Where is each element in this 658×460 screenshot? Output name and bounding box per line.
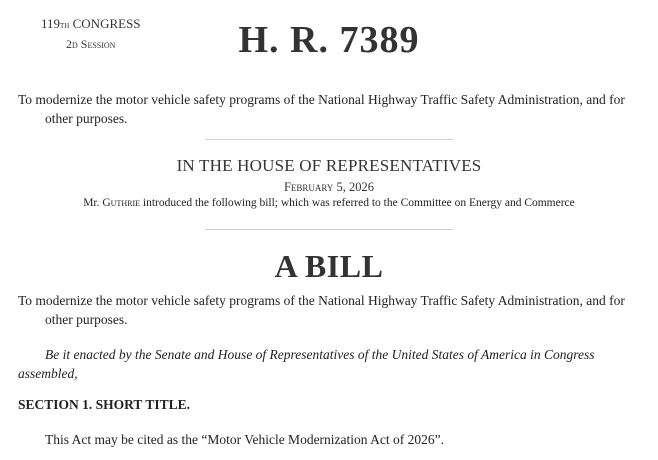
purpose-line-2: other purposes. [45, 312, 128, 327]
section-heading: SECTION 1. SHORT TITLE. [18, 397, 190, 412]
purpose-line-1: To modernize the motor vehicle safety programs of the National Highway Traffic Safety Administration, and for [18, 293, 625, 308]
section-text: This Act may be cited as the “Motor Vehicle Modernization Act of 2026”. [45, 432, 445, 447]
purpose-statement-top [18, 90, 638, 128]
introduction-date: February 5, 2026 [283, 180, 375, 194]
introduction-text [0, 197, 658, 209]
bill-number: H. R. 7389 [238, 19, 420, 61]
bill-heading: A BILL [274, 248, 384, 284]
divider [205, 229, 453, 230]
intro-prefix: Mr. [83, 197, 103, 209]
purpose-line-1: To modernize the motor vehicle safety programs of the National Highway Traffic Safety Administration, and for [18, 92, 625, 107]
congress-label: CONGRESS [72, 16, 141, 31]
purpose-line-2: other purposes. [45, 111, 128, 126]
sponsor-name: Guthrie [102, 197, 141, 209]
purpose-statement [18, 291, 638, 329]
intro-rest: introduced the following bill; which was referred to the Committee on Energy and Commerce [140, 197, 575, 209]
congress-ordinal-suffix: th [60, 20, 70, 31]
session-label: 2d Session [66, 37, 116, 51]
enact-line-1: Be it enacted by the Senate and House of Representatives of the United States of America in Congress [45, 347, 595, 362]
enact-line-2: assembled, [18, 366, 78, 381]
divider [205, 139, 453, 140]
enacting-clause [18, 345, 618, 383]
house-title: IN THE HOUSE OF REPRESENTATIVES [176, 156, 482, 175]
congress-ordinal: 119 [41, 16, 61, 31]
